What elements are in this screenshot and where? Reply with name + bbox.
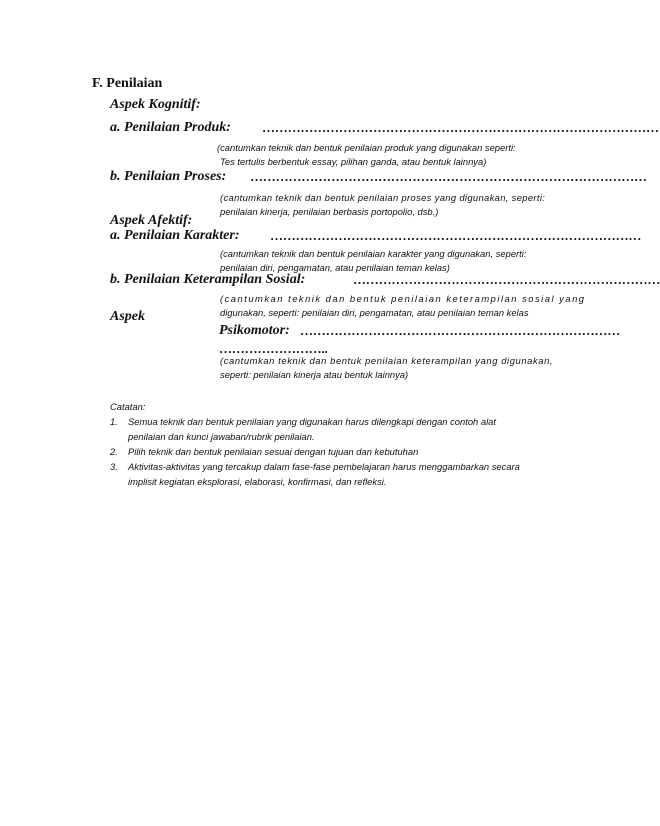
penilaian-keterampilan-sosial-label: b. Penilaian Keterampilan Sosial: [110, 272, 306, 287]
penilaian-karakter-note-1: (cantumkan teknik dan bentuk penilaian karakter yang digunakan, seperti: [220, 248, 527, 259]
penilaian-produk-note-2: Tes tertulis berbentuk essay, pilihan ganda, atau bentuk lainnya) [220, 156, 487, 167]
psikomotor-label: Psikomotor: [219, 323, 290, 338]
penilaian-produk-label: a. Penilaian Produk: [110, 120, 231, 135]
catatan-item-2-num: 2. [110, 446, 118, 457]
catatan-item-1-line-2: penilaian dan kunci jawaban/rubrik penilaian. [128, 431, 315, 442]
penilaian-karakter-label: a. Penilaian Karakter: [110, 228, 240, 243]
penilaian-karakter-note-2: penilaian diri, pengamatan, atau penilaian teman kelas) [220, 262, 450, 273]
penilaian-keterampilan-sosial-note-1: (cantumkan teknik dan bentuk penilaian keterampilan sosial yang [220, 293, 586, 304]
penilaian-proses-note-2: penilaian kinerja, penilaian berbasis portopolio, dsb.) [220, 206, 439, 217]
psikomotor-dots-2: …………………….. [219, 341, 328, 356]
catatan-item-1-line-1: Semua teknik dan bentuk penilaian yang digunakan harus dilengkapi dengan contoh alat [128, 416, 496, 427]
aspek-kognitif-heading: Aspek Kognitif: [110, 97, 201, 112]
aspek-afektif-heading: Aspek Afektif: [110, 213, 193, 228]
catatan-title: Catatan: [110, 401, 146, 412]
psikomotor-note-2: seperti: penilaian kinerja atau bentuk lainnya) [220, 369, 409, 380]
penilaian-proses-dots: ………………………………………………………………………………… [250, 169, 647, 184]
catatan-item-3-line-1: Aktivitas-aktivitas yang tercakup dalam fase-fase pembelajaran harus menggambarkan secara [128, 461, 520, 472]
catatan-item-1-num: 1. [110, 416, 118, 427]
psikomotor-note-1: (cantumkan teknik dan bentuk penilaian keterampilan yang digunakan, [220, 355, 554, 366]
penilaian-proses-label: b. Penilaian Proses: [110, 169, 227, 184]
section-title: F. Penilaian [92, 76, 163, 91]
catatan-item-3-line-2: implisit kegiatan eksplorasi, elaborasi, konfirmasi, dan refleksi. [128, 476, 387, 487]
penilaian-produk-dots: ………………………………………………………………………………… [262, 120, 659, 135]
psikomotor-dots-1: ………………………………………………………………… [300, 323, 621, 338]
penilaian-karakter-dots: …………………………………………………………………………… [270, 228, 642, 243]
catatan-item-2-line-1: Pilih teknik dan bentuk penilaian sesuai dengan tujuan dan kebutuhan [128, 446, 419, 457]
penilaian-produk-note-1: (cantumkan teknik dan bentuk penilaian produk yang digunakan seperti: [217, 142, 516, 153]
penilaian-keterampilan-sosial-note-2: digunakan, seperti: penilaian diri, pengamatan, atau penilaian teman kelas [220, 307, 529, 318]
penilaian-proses-note-1: (cantumkan teknik dan bentuk penilaian proses yang digunakan, seperti: [220, 192, 546, 203]
catatan-item-3-num: 3. [110, 461, 118, 472]
aspek-psikomotor-heading: Aspek [110, 309, 145, 324]
penilaian-keterampilan-sosial-dots: ……………………………………………………………… [353, 272, 660, 287]
